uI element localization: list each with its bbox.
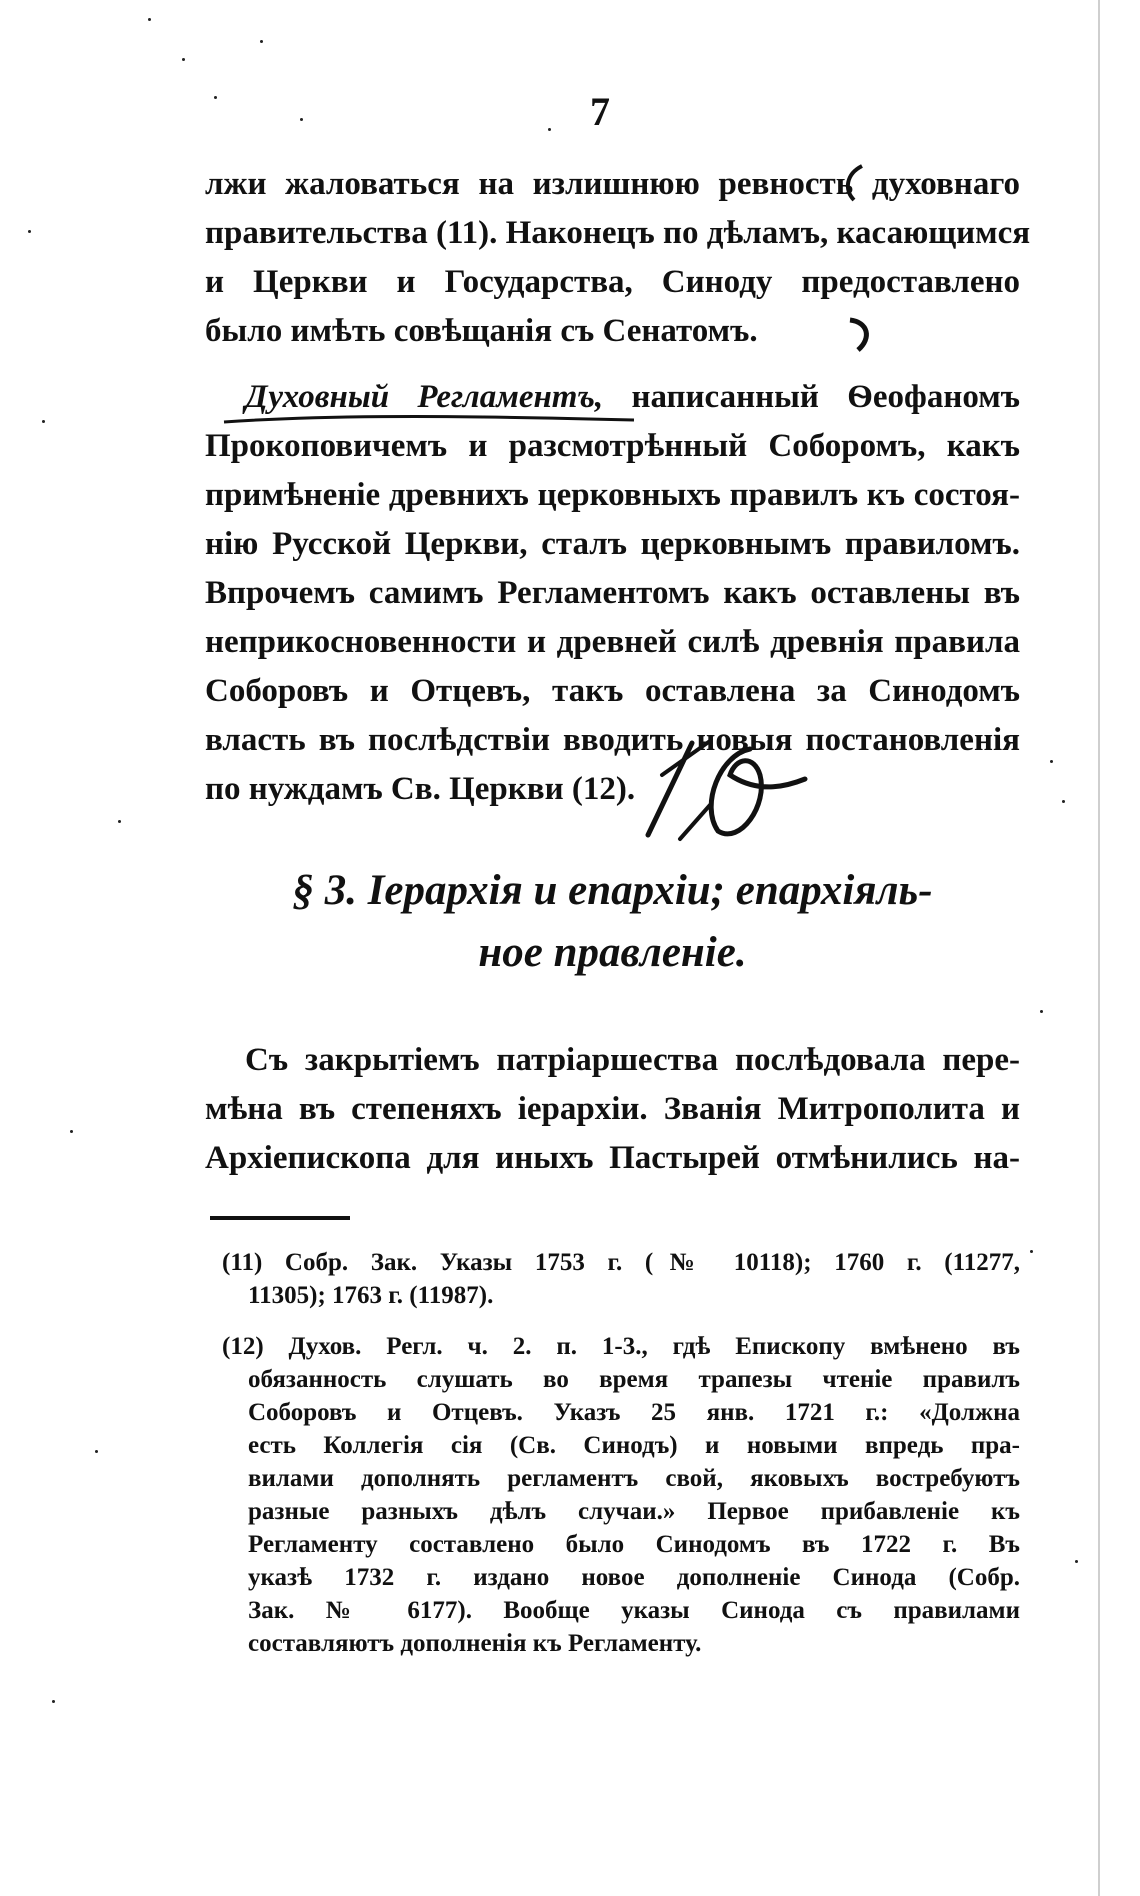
text-line: Архіепископа для иныхъ Пастырей отмѣнились на-	[205, 1140, 1020, 1176]
text-line: и Церкви и Государства, Синоду предоставлено	[205, 264, 1020, 300]
text-line: нію Русской Церкви, сталъ церковнымъ правиломъ.	[205, 526, 1020, 562]
scan-speck	[70, 1130, 73, 1133]
footnote-line: указѣ 1732 г. издано новое дополненіе Синода (Собр.	[248, 1564, 1020, 1591]
text-line: неприкосновенности и древней силѣ древнія правила	[205, 624, 1020, 660]
text-line: правительства (11). Наконецъ по дѣламъ, касающимся	[205, 215, 1031, 251]
scan-speck	[1062, 800, 1065, 803]
footnote-line: составляютъ дополненія къ Регламенту.	[248, 1630, 702, 1657]
section-heading-line: § 3. Іерархія и епархіи; епархіяль-	[292, 867, 933, 914]
footnote-line: вилами дополнять регламентъ свой, яковыхъ востребуютъ	[248, 1465, 1020, 1492]
scan-speck	[118, 820, 121, 823]
page-number: 7	[590, 89, 610, 134]
scan-speck	[1030, 1250, 1033, 1253]
footnote-line: разные разныхъ дѣлъ случаи.» Первое прибавленіе къ	[248, 1498, 1020, 1525]
page-edge-line	[1098, 0, 1100, 1896]
text-line: Впрочемъ самимъ Регламентомъ какъ оставлены въ	[205, 575, 1020, 611]
paragraph-2	[205, 373, 1020, 814]
text-line: примѣненіе древнихъ церковныхъ правилъ къ состоя-	[205, 477, 1020, 513]
scan-speck	[28, 230, 31, 233]
footnote-line: есть Коллегія сія (Св. Синодъ) и новыми впредь пра-	[248, 1432, 1020, 1459]
scan-speck	[1050, 760, 1053, 763]
footnote-line: 11305); 1763 г. (11987).	[248, 1282, 494, 1309]
paragraph-1	[205, 160, 1031, 356]
text-line: лжи жаловаться на излишнюю ревность духовнаго	[205, 166, 1020, 202]
scan-speck	[95, 1450, 98, 1453]
footnote-11	[222, 1246, 1020, 1312]
scan-speck	[214, 96, 217, 99]
scan-speck	[182, 58, 185, 61]
scan-speck	[300, 118, 303, 121]
scan-speck	[548, 128, 551, 131]
scan-speck	[260, 40, 263, 43]
footnote-line: Регламенту составлено было Синодомъ въ 1722 г. Въ	[248, 1531, 1020, 1558]
text-line: Съ закрытіемъ патріаршества послѣдовала пере-	[245, 1042, 1020, 1078]
text-line: Соборовъ и Отцевъ, такъ оставлена за Синодомъ	[205, 673, 1020, 709]
scan-speck	[1040, 1010, 1043, 1013]
footnote-rule	[210, 1216, 350, 1220]
text-line: по нуждамъ Св. Церкви (12).	[205, 771, 636, 807]
scan-speck	[1075, 1560, 1078, 1563]
footnote-line: (12) Духов. Регл. ч. 2. п. 1-3., гдѣ Епископу вмѣнено въ	[222, 1333, 1020, 1360]
text-line: Прокоповичемъ и разсмотрѣнный Соборомъ, какъ	[205, 428, 1020, 464]
text-line: власть въ послѣдствіи вводить новыя постановленія	[205, 722, 1020, 758]
section-heading-line: ное правленіе.	[478, 929, 747, 976]
scan-speck	[42, 420, 45, 423]
text-line: мѣна въ степеняхъ іерархіи. Званія Митрополита и	[205, 1091, 1020, 1127]
scan-speck	[148, 18, 151, 21]
footnote-12	[222, 1330, 1020, 1660]
text-line: было имѣть совѣщанія съ Сенатомъ.	[205, 313, 758, 349]
scan-speck	[52, 1700, 55, 1703]
section-heading	[205, 860, 1020, 984]
footnote-line: Зак. № 6177). Вообще указы Синода съ правилами	[248, 1597, 1020, 1624]
paragraph-3	[205, 1036, 1020, 1183]
handwritten-underline-icon	[220, 410, 640, 430]
regulation-title: Духовный Регламентъ,	[245, 379, 604, 415]
footnote-line: Соборовъ и Отцевъ. Указъ 25 янв. 1721 г.: «Должна	[248, 1399, 1020, 1426]
footnote-line: обязанность слушать во время трапезы чтеніе правилъ	[248, 1366, 1020, 1393]
footnote-line: (11) Собр. Зак. Указы 1753 г. (№ 10118); 1760 г. (11277,	[222, 1249, 1020, 1276]
text-span: написанный Ѳеофаномъ	[631, 379, 1020, 415]
handwritten-mark-icon	[640, 735, 810, 845]
handwritten-bracket-icon	[840, 160, 880, 360]
